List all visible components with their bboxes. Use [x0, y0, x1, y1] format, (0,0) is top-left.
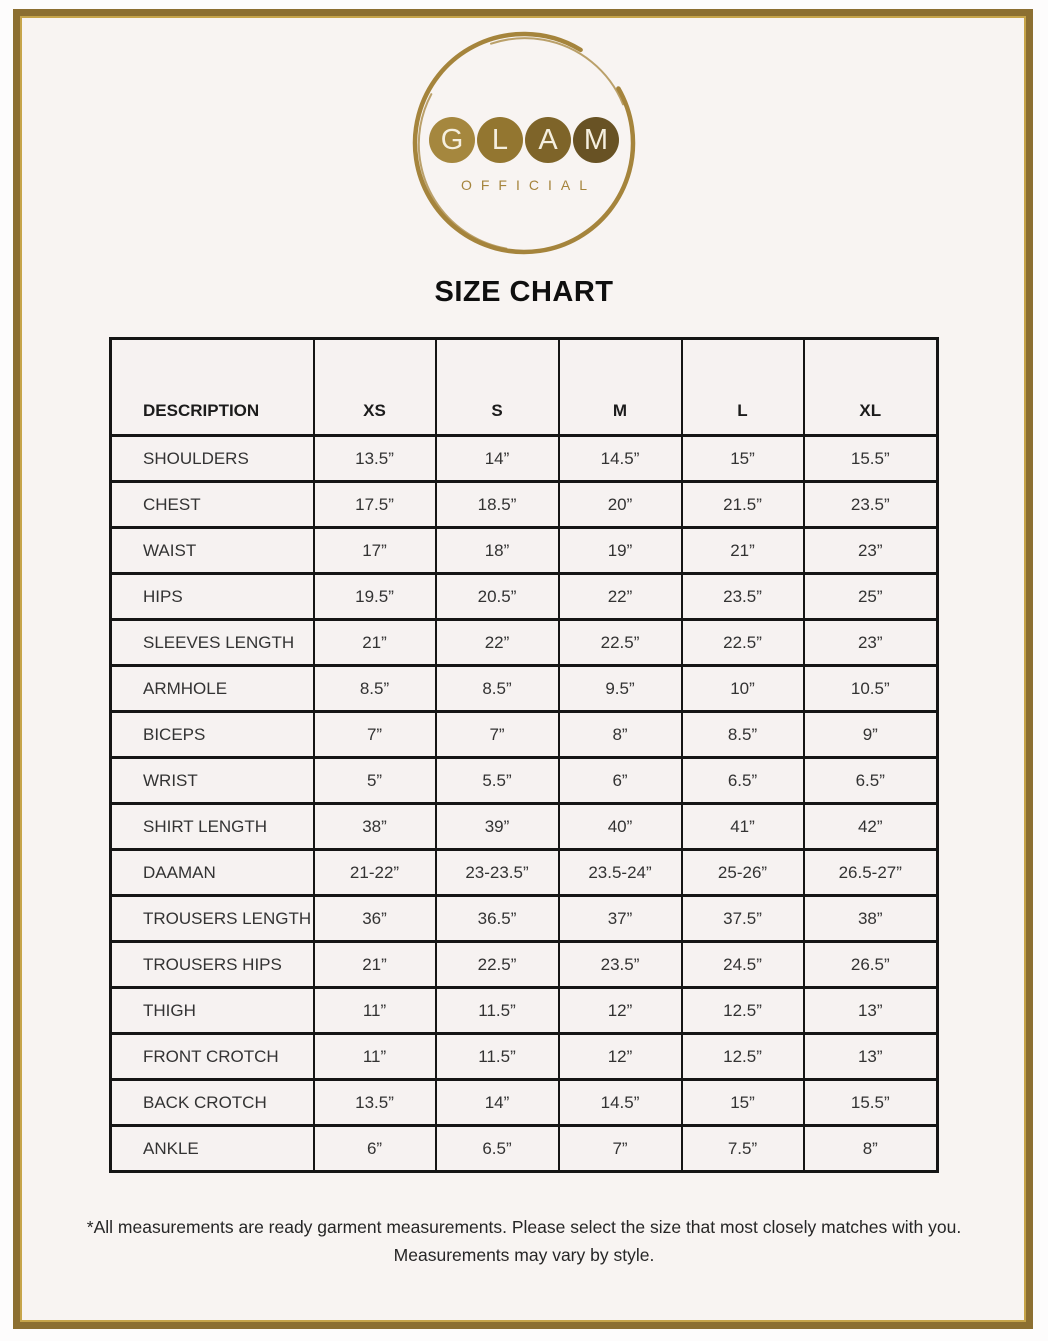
size-value-cell: 26.5”	[804, 942, 938, 988]
size-value-cell: 37.5”	[682, 896, 804, 942]
size-value-cell: 8.5”	[682, 712, 804, 758]
logo-letter-g: G	[429, 117, 475, 163]
table-row	[111, 436, 938, 482]
size-value-cell: 7.5”	[682, 1126, 804, 1172]
size-value-cell: 6”	[314, 1126, 436, 1172]
size-value-cell: 6”	[559, 758, 682, 804]
size-value-cell: 25-26”	[682, 850, 804, 896]
glam-logo	[408, 27, 640, 259]
table-row	[111, 620, 938, 666]
row-label: ANKLE	[111, 1126, 314, 1172]
size-value-cell: 13”	[804, 988, 938, 1034]
size-value-cell: 8.5”	[436, 666, 559, 712]
size-value-cell: 6.5”	[682, 758, 804, 804]
size-value-cell: 5.5”	[436, 758, 559, 804]
row-label: TROUSERS LENGTH	[111, 896, 314, 942]
size-value-cell: 36.5”	[436, 896, 559, 942]
size-value-cell: 17.5”	[314, 482, 436, 528]
row-label: DAAMAN	[111, 850, 314, 896]
column-header-xl: XL	[804, 339, 938, 436]
size-value-cell: 19.5”	[314, 574, 436, 620]
size-value-cell: 22.5”	[436, 942, 559, 988]
column-header-description: DESCRIPTION	[111, 339, 314, 436]
size-value-cell: 22.5”	[682, 620, 804, 666]
size-value-cell: 8”	[804, 1126, 938, 1172]
table-row	[111, 574, 938, 620]
size-value-cell: 22.5”	[559, 620, 682, 666]
size-value-cell: 11.5”	[436, 988, 559, 1034]
size-value-cell: 18.5”	[436, 482, 559, 528]
size-value-cell: 25”	[804, 574, 938, 620]
row-label: ARMHOLE	[111, 666, 314, 712]
size-value-cell: 10.5”	[804, 666, 938, 712]
size-value-cell: 18”	[436, 528, 559, 574]
size-value-cell: 21”	[314, 620, 436, 666]
table-row	[111, 1126, 938, 1172]
size-value-cell: 14”	[436, 1080, 559, 1126]
size-value-cell: 24.5”	[682, 942, 804, 988]
size-value-cell: 15.5”	[804, 1080, 938, 1126]
size-chart-table	[109, 337, 939, 1173]
size-value-cell: 23”	[804, 620, 938, 666]
row-label: SLEEVES LENGTH	[111, 620, 314, 666]
footnote-line-1: *All measurements are ready garment measurements. Please select the size that most closely matches with you.	[86, 1217, 962, 1237]
table-row	[111, 482, 938, 528]
size-value-cell: 19”	[559, 528, 682, 574]
size-value-cell: 20”	[559, 482, 682, 528]
size-value-cell: 13.5”	[314, 436, 436, 482]
size-value-cell: 12.5”	[682, 988, 804, 1034]
size-value-cell: 10”	[682, 666, 804, 712]
size-value-cell: 14.5”	[559, 436, 682, 482]
size-value-cell: 21.5”	[682, 482, 804, 528]
size-value-cell: 22”	[559, 574, 682, 620]
size-value-cell: 37”	[559, 896, 682, 942]
row-label: SHIRT LENGTH	[111, 804, 314, 850]
size-value-cell: 21”	[314, 942, 436, 988]
size-value-cell: 23-23.5”	[436, 850, 559, 896]
size-value-cell: 21”	[682, 528, 804, 574]
row-label: BICEPS	[111, 712, 314, 758]
size-value-cell: 15”	[682, 436, 804, 482]
size-value-cell: 22”	[436, 620, 559, 666]
table-row	[111, 712, 938, 758]
size-value-cell: 14.5”	[559, 1080, 682, 1126]
page-title: SIZE CHART	[434, 276, 614, 308]
size-value-cell: 41”	[682, 804, 804, 850]
logo-subtitle: OFFICIAL	[460, 177, 596, 193]
size-value-cell: 11”	[314, 988, 436, 1034]
column-header-m: M	[559, 339, 682, 436]
table-row	[111, 804, 938, 850]
size-value-cell: 5”	[314, 758, 436, 804]
size-value-cell: 23.5”	[682, 574, 804, 620]
row-label: CHEST	[111, 482, 314, 528]
row-label: HIPS	[111, 574, 314, 620]
size-value-cell: 13.5”	[314, 1080, 436, 1126]
footnote	[0, 1213, 1048, 1269]
size-value-cell: 13”	[804, 1034, 938, 1080]
size-value-cell: 26.5-27”	[804, 850, 938, 896]
table-row	[111, 850, 938, 896]
column-header-l: L	[682, 339, 804, 436]
table-row	[111, 528, 938, 574]
column-header-xs: XS	[314, 339, 436, 436]
size-value-cell: 17”	[314, 528, 436, 574]
row-label: THIGH	[111, 988, 314, 1034]
size-value-cell: 9”	[804, 712, 938, 758]
row-label: TROUSERS HIPS	[111, 942, 314, 988]
size-value-cell: 14”	[436, 436, 559, 482]
logo-letter-m: M	[573, 117, 619, 163]
size-value-cell: 38”	[314, 804, 436, 850]
table-row	[111, 1080, 938, 1126]
size-value-cell: 21-22”	[314, 850, 436, 896]
size-value-cell: 7”	[436, 712, 559, 758]
size-value-cell: 23.5-24”	[559, 850, 682, 896]
size-value-cell: 23.5”	[559, 942, 682, 988]
row-label: WAIST	[111, 528, 314, 574]
size-value-cell: 36”	[314, 896, 436, 942]
size-value-cell: 12”	[559, 988, 682, 1034]
row-label: BACK CROTCH	[111, 1080, 314, 1126]
footnote-line-2: Measurements may vary by style.	[393, 1245, 655, 1265]
row-label: WRIST	[111, 758, 314, 804]
size-value-cell: 38”	[804, 896, 938, 942]
size-value-cell: 12”	[559, 1034, 682, 1080]
logo-letters	[408, 117, 640, 163]
table-row	[111, 758, 938, 804]
size-value-cell: 6.5”	[804, 758, 938, 804]
size-value-cell: 7”	[559, 1126, 682, 1172]
size-value-cell: 6.5”	[436, 1126, 559, 1172]
size-value-cell: 11.5”	[436, 1034, 559, 1080]
table-row	[111, 666, 938, 712]
column-header-s: S	[436, 339, 559, 436]
size-value-cell: 7”	[314, 712, 436, 758]
size-value-cell: 23”	[804, 528, 938, 574]
size-value-cell: 40”	[559, 804, 682, 850]
logo-letter-a: A	[525, 117, 571, 163]
size-value-cell: 39”	[436, 804, 559, 850]
logo-letter-l: L	[477, 117, 523, 163]
size-value-cell: 12.5”	[682, 1034, 804, 1080]
table-row	[111, 1034, 938, 1080]
size-value-cell: 15.5”	[804, 436, 938, 482]
size-value-cell: 42”	[804, 804, 938, 850]
size-value-cell: 8”	[559, 712, 682, 758]
table-row	[111, 896, 938, 942]
size-value-cell: 8.5”	[314, 666, 436, 712]
row-label: SHOULDERS	[111, 436, 314, 482]
size-value-cell: 11”	[314, 1034, 436, 1080]
size-value-cell: 23.5”	[804, 482, 938, 528]
size-value-cell: 15”	[682, 1080, 804, 1126]
table-row	[111, 988, 938, 1034]
row-label: FRONT CROTCH	[111, 1034, 314, 1080]
size-value-cell: 20.5”	[436, 574, 559, 620]
table-row	[111, 942, 938, 988]
size-value-cell: 9.5”	[559, 666, 682, 712]
header-row	[111, 339, 938, 436]
